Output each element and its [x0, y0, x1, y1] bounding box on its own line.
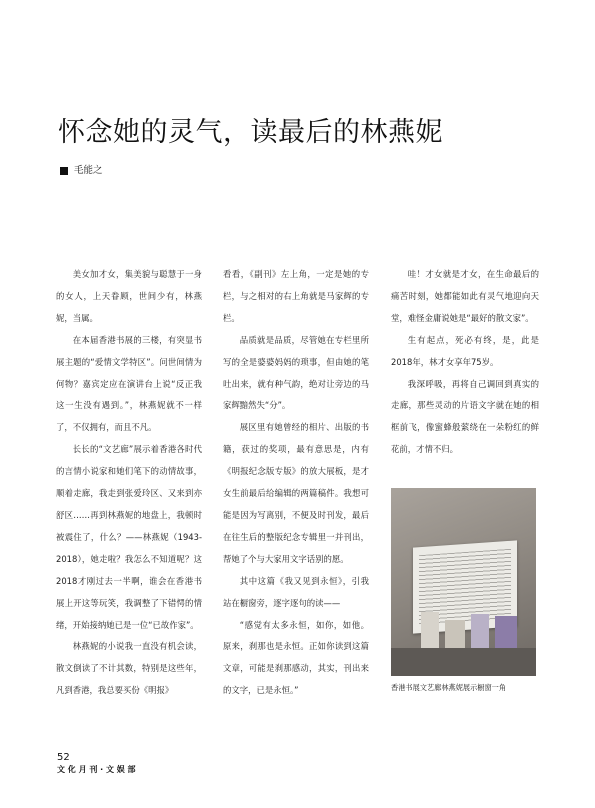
paragraph: 看看，《副刊》左上角，一定是她的专栏，与之相对的右上角就是马家辉的专栏。 [223, 269, 369, 323]
author-name: 毛能之 [74, 165, 103, 176]
text-column-2 [223, 264, 369, 702]
book-card [421, 612, 439, 650]
page-number: 52 [57, 752, 70, 763]
paragraph: 我深呼吸，再将自己调回到真实的走廊，那些灵动的片语文字就在她的相框前飞，像蜜蜂般萦绕在一朵粉红的鲜花前，才情不归。 [391, 378, 539, 455]
text-column-1 [56, 264, 202, 702]
paragraph: 生有起点，死必有终，是，此是2018年，林才女享年75岁。 [391, 334, 539, 367]
paragraph: 林燕妮的小说我一直没有机会读，散文倒读了不计其数，特别是这些年，凡到香港，我总要买份《明报》 [56, 641, 202, 696]
exhibit-photo [391, 488, 536, 676]
byline [60, 164, 103, 178]
paragraph: 哇！才女就是才女，在生命最后的痛苦时刻，她都能如此有灵气地迎向天堂，难怪金庸说她是“最好的散文家”。 [391, 269, 539, 323]
paragraph: 美女加才女，集美貌与聪慧于一身的女人，上天眷顾，世间少有，林燕妮，当属。 [56, 269, 202, 323]
text-column-3 [391, 264, 539, 461]
paragraph: “感觉有太多永恒，如你，如他。原来，刹那也是永恒。正如你读到这篇文章，可能是刹那感动，其实，刊出来的文字，已是永恒。” [223, 619, 369, 696]
magazine-logo: 文 化 月 刊 · 文 娱 部 [57, 765, 136, 774]
paragraph: 其中这篇《我又见到永恒》，引我站在橱窗旁，逐字逐句的读—— [223, 575, 369, 608]
display-case-base [391, 648, 536, 676]
paragraph: 在本届香港书展的三楼，有突显书展主题的“爱情文学特区”。问世间情为何物？嘉宾定应在演讲台上说“反正我这一生没有遇到。”，林燕妮就不一样了，不仅拥有，而且不凡。 [56, 334, 202, 433]
byline-square-icon [60, 167, 68, 175]
paragraph: 品质就是品质，尽管她在专栏里所写的全是婆婆妈妈的琐事，但由她的笔吐出来，就有种气韵，绝对让旁边的马家辉黯然失“分”。 [223, 334, 369, 411]
photo-caption: 香港书展文艺廊林燕妮展示橱窗一角 [391, 683, 507, 692]
paragraph: 长长的“文艺廊”展示着香港各时代的言情小说家和她们笔下的动情故事，顺着走廊，我走到张爱玲区、又来到亦舒区……再到林燕妮的地盘上，我顿时被震住了，什么？——林燕妮（1943-2018），她走啦？我怎么不知道呢？这2018才刚过去一半啊，谁会在香港书展上开这等玩笑，我调整了下错愕的情绪，开始接纳她已是一位“已故作家”。 [56, 444, 202, 630]
paragraph: 展区里有她曾经的相片、出版的书籍，获过的奖项，最有意思是，内有《明报纪念版专版》的放大展板，是才女生前最后给编辑的两篇稿件。我想可能是因为写离别，不便及时刊发，最后在往生后的整版纪念专辑里一并刊出，帮她了个与大家用文字话别的愿。 [223, 422, 369, 564]
article-title: 怀念她的灵气，读最后的林燕妮 [58, 117, 443, 148]
